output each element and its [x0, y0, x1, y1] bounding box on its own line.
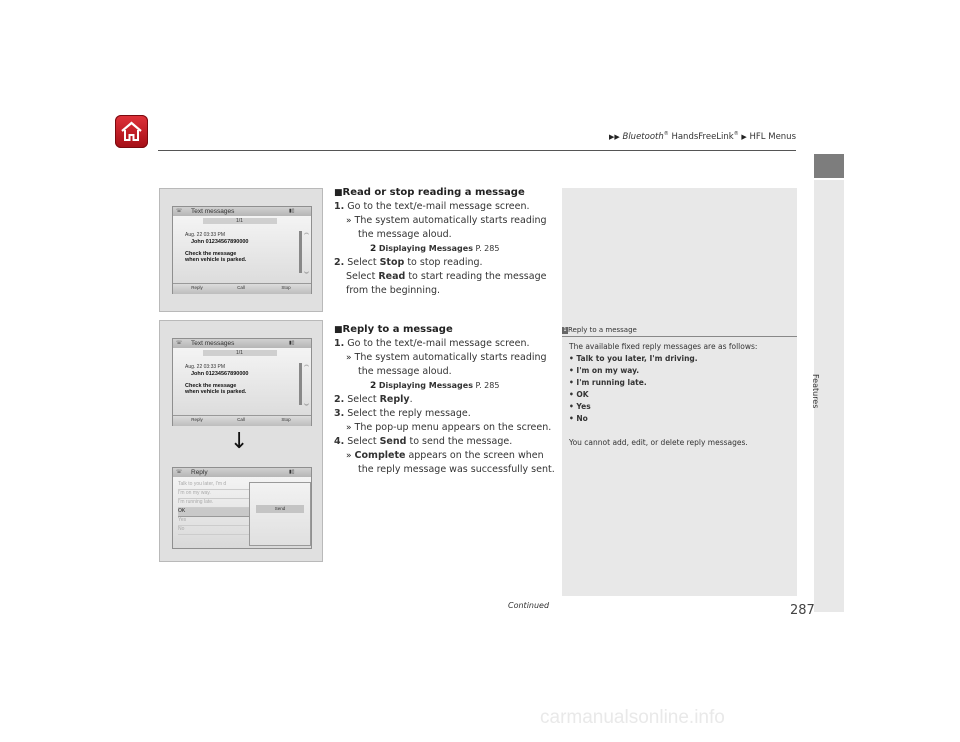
call-button[interactable]: Call: [237, 285, 245, 290]
phone-icon: ☏: [176, 208, 183, 214]
call-button[interactable]: Call: [237, 417, 245, 422]
breadcrumb-hfl-menus: HFL Menus: [749, 131, 796, 142]
chapter-tab-label: Features: [811, 374, 820, 409]
note-box: [562, 188, 797, 596]
page-indicator: 1/1: [236, 218, 243, 224]
note-item: • Talk to you later, I'm driving.: [569, 354, 698, 363]
stop-button[interactable]: Stop: [281, 285, 291, 290]
message-sender: John 01234567890000: [191, 371, 249, 377]
reply-option-selected[interactable]: OK: [178, 508, 250, 517]
step-1-result-cont: the message aloud.: [358, 229, 452, 240]
scroll-up-icon[interactable]: ︽: [304, 230, 310, 236]
page-number: 287: [790, 603, 815, 618]
reply-screen: [172, 467, 312, 549]
breadcrumb-arrow-icon: ▶▶: [609, 132, 620, 141]
screenshot-read-message: [159, 188, 323, 312]
scrollbar[interactable]: [299, 363, 302, 405]
phone-icon: ☏: [176, 469, 183, 475]
phone-icon: ☏: [176, 340, 183, 346]
send-button[interactable]: Send: [256, 505, 304, 513]
message-body-line1: Check the message: [185, 251, 237, 257]
screen-title: Reply: [191, 469, 208, 476]
note-intro: The available fixed reply messages are as follows:: [569, 342, 758, 351]
note-item: • OK: [569, 390, 589, 399]
page-indicator: 1/1: [236, 350, 243, 356]
scrollbar[interactable]: [299, 231, 302, 273]
step-1: 1. Go to the text/e-mail message screen.: [334, 338, 530, 349]
signal-icon: ▮▯: [289, 469, 295, 475]
reply-option[interactable]: I'm on my way.: [178, 490, 250, 499]
home-icon: [120, 120, 143, 143]
screenshot-reply-message: [159, 320, 323, 562]
stop-button[interactable]: Stop: [281, 417, 291, 422]
screen-title: Text messages: [191, 340, 235, 347]
cross-reference-link[interactable]: 2 Displaying Messages P. 285: [370, 244, 500, 254]
screen-title: Text messages: [191, 208, 235, 215]
home-button[interactable]: [115, 115, 148, 148]
section-heading-reply: ■Reply to a message: [334, 324, 453, 335]
step-2-alt: Select Read to start reading the message: [346, 271, 547, 282]
message-body-line1: Check the message: [185, 383, 237, 389]
message-date: Aug. 22 03:33 PM: [185, 232, 226, 238]
section-heading-read-stop: ■Read or stop reading a message: [334, 187, 525, 198]
message-body-line2: when vehicle is parked.: [185, 257, 247, 263]
message-sender: John 01234567890000: [191, 239, 249, 245]
scroll-down-icon[interactable]: ︾: [304, 272, 310, 278]
note-item: • No: [569, 414, 588, 423]
down-arrow-icon: ↓: [230, 429, 249, 454]
step-1-result-cont: the message aloud.: [358, 366, 452, 377]
note-footer: You cannot add, edit, or delete reply messages.: [569, 438, 748, 447]
signal-icon: ▮▯: [289, 208, 295, 214]
reply-button[interactable]: Reply: [191, 417, 203, 422]
breadcrumb-handsfreelink: HandsFreeLink: [668, 131, 734, 142]
reply-option[interactable]: Talk to you later, I'm d: [178, 481, 250, 490]
message-body-line2: when vehicle is parked.: [185, 389, 247, 395]
step-4-result-cont: the reply message was successfully sent.: [358, 464, 555, 475]
step-4: 4. Select Send to send the message.: [334, 436, 513, 447]
text-messages-screen: [172, 338, 312, 426]
step-1-result: » The system automatically starts reading: [346, 215, 547, 226]
step-2-alt-cont: from the beginning.: [346, 285, 441, 296]
note-item: • I'm running late.: [569, 378, 647, 387]
header-divider: [158, 150, 796, 151]
reply-option[interactable]: No: [178, 526, 250, 535]
chapter-tab-marker: [814, 154, 844, 178]
breadcrumb-bluetooth: Bluetooth: [622, 131, 664, 142]
step-1: 1. Go to the text/e-mail message screen.: [334, 201, 530, 212]
send-popup: [249, 482, 311, 546]
step-4-result: » Complete appears on the screen when: [346, 450, 544, 461]
scroll-up-icon[interactable]: ︽: [304, 362, 310, 368]
note-item: • I'm on my way.: [569, 366, 640, 375]
step-2: 2. Select Reply.: [334, 394, 413, 405]
breadcrumb-arrow-icon: ▶: [741, 132, 747, 141]
reply-button[interactable]: Reply: [191, 285, 203, 290]
signal-icon: ▮▯: [289, 340, 295, 346]
step-1-result: » The system automatically starts reading: [346, 352, 547, 363]
step-3-result: » The pop-up menu appears on the screen.: [346, 422, 552, 433]
cross-reference-link[interactable]: 2 Displaying Messages P. 285: [370, 381, 500, 391]
scroll-down-icon[interactable]: ︾: [304, 404, 310, 410]
continued-label: Continued: [508, 601, 550, 610]
message-date: Aug. 22 03:33 PM: [185, 364, 226, 370]
reply-option[interactable]: I'm running late.: [178, 499, 250, 508]
note-title: 1Reply to a message: [563, 326, 637, 334]
note-divider: [562, 336, 797, 337]
watermark: carmanualsonline.info: [540, 707, 725, 728]
note-item: • Yes: [569, 402, 591, 411]
breadcrumb: ▶▶ Bluetooth® HandsFreeLink® ▶ HFL Menus: [609, 131, 796, 142]
step-3: 3. Select the reply message.: [334, 408, 471, 419]
step-2: 2. Select Stop to stop reading.: [334, 257, 483, 268]
text-messages-screen: [172, 206, 312, 294]
reply-option[interactable]: Yes: [178, 517, 250, 526]
